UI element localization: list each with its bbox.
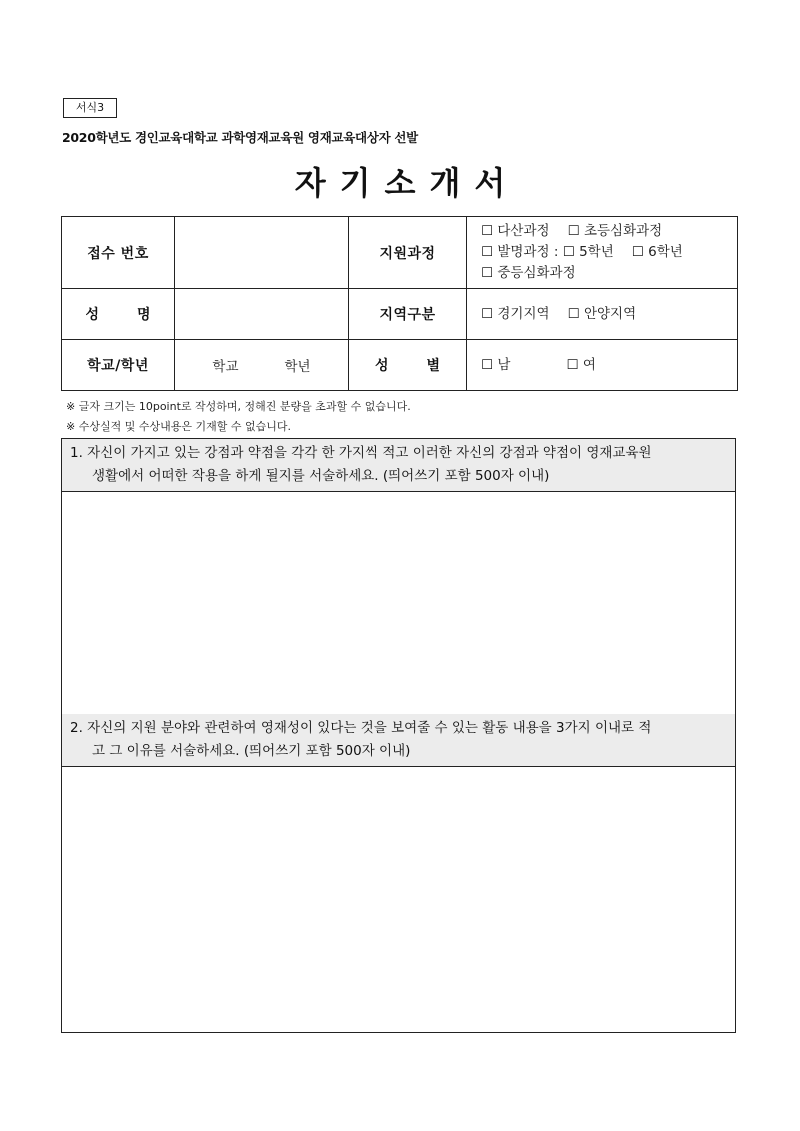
note-awards: ※ 수상실적 및 수상내용은 기재할 수 없습니다.: [66, 420, 291, 433]
name-field[interactable]: [175, 289, 349, 340]
question-1-box: [61, 438, 736, 716]
question-2-prompt: 2. 자신의 지원 분야와 관련하여 영재성이 있다는 것을 보여줄 수 있는 활동 내용을 3가지 이내로 적 고 그 이유를 서술하세요. (띄어쓰기 포함 500자 이내): [62, 714, 735, 767]
question-1-prompt: 1. 자신이 가지고 있는 강점과 약점을 각각 한 가지씩 적고 이러한 자신의 강점과 약점이 영재교육원 생활에서 어떠한 작용을 하게 될지를 서술하세요. (띄어쓰기 포함 500자 이내): [62, 439, 735, 492]
grade-unit: 학년: [284, 359, 311, 375]
school-grade-field[interactable]: [175, 340, 349, 391]
option-dasan-course[interactable]: ☐ 다산과정: [481, 223, 550, 239]
receipt-number-field[interactable]: [175, 217, 349, 289]
option-male[interactable]: ☐ 남: [481, 356, 511, 373]
option-female[interactable]: ☐ 여: [566, 356, 596, 373]
document-title: 자기소개서: [294, 164, 520, 202]
school-grade-label: 학교/학년: [62, 340, 175, 391]
gender-label: 성 별: [349, 340, 467, 391]
question-1-answer-area[interactable]: [62, 492, 735, 714]
note-font-size: ※ 글자 크기는 10point로 작성하며, 정해진 분량을 초과할 수 없습니다.: [66, 400, 411, 413]
course-options: [467, 217, 738, 289]
receipt-number-label: 접수 번호: [62, 217, 175, 289]
table-row-school: [62, 340, 738, 391]
form-code-badge: 서식3: [63, 98, 117, 118]
option-elementary-advanced-course[interactable]: ☐ 초등심화과정: [567, 223, 663, 239]
gender-options: [467, 340, 738, 391]
table-row-receipt: [62, 217, 738, 289]
school-unit: 학교: [212, 359, 239, 375]
question-2-answer-area[interactable]: [62, 767, 735, 1031]
option-middle-advanced-course[interactable]: ☐ 중등심화과정: [481, 265, 576, 281]
option-invention-grade5[interactable]: ☐ 발명과정 : ☐ 5학년: [481, 244, 614, 260]
region-options: [467, 289, 738, 340]
course-label: 지원과정: [349, 217, 467, 289]
option-gyeonggi[interactable]: ☐ 경기지역: [481, 305, 550, 322]
applicant-info-table: [61, 216, 738, 391]
option-grade6[interactable]: ☐ 6학년: [631, 244, 683, 260]
table-row-name: [62, 289, 738, 340]
region-label: 지역구분: [349, 289, 467, 340]
name-label: 성 명: [62, 289, 175, 340]
question-2-box: [61, 714, 736, 1033]
option-anyang[interactable]: ☐ 안양지역: [567, 305, 637, 322]
document-subtitle: 2020학년도 경인교육대학교 과학영재교육원 영재교육대상자 선발: [62, 130, 418, 145]
